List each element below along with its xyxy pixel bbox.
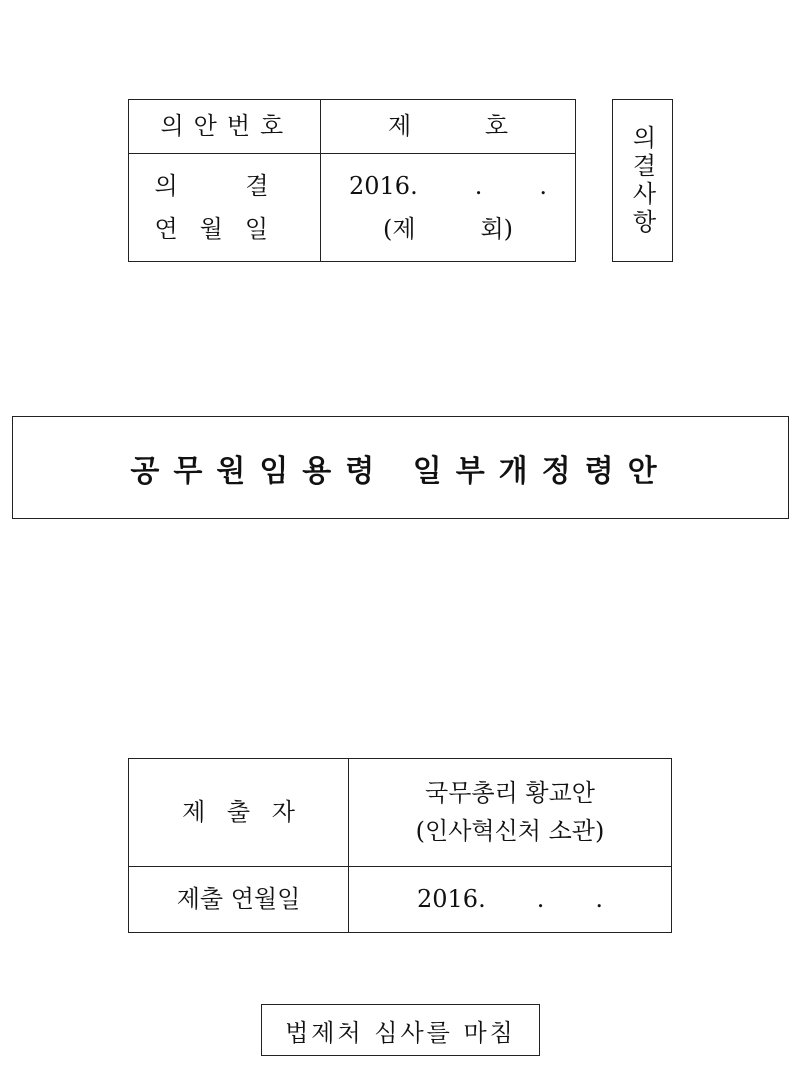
submitter-label-cell: [129, 759, 349, 867]
bill-number-label-char: 의안번호: [160, 112, 294, 141]
submission-info-table: [128, 758, 672, 933]
resolution-notes-box: [612, 99, 673, 262]
bill-number-value-cell: [321, 100, 576, 154]
resolution-date-label-line-1: [155, 172, 295, 201]
submission-date-label-cell: [129, 866, 349, 932]
resolution-date-value: [349, 172, 547, 201]
session-prefix: (제: [383, 214, 416, 243]
title-box: [12, 416, 789, 519]
bill-number-value: [388, 112, 508, 141]
document-title: 공무원임용령 일부개정령안: [130, 453, 671, 489]
submitter-value-cell: [349, 759, 672, 867]
submission-date-label: 제출 연월일: [176, 884, 301, 913]
submitter-label: 제 출 자: [182, 797, 295, 826]
submission-year: 2016.: [417, 884, 486, 913]
legislation-review-stamp: [261, 1004, 540, 1056]
submission-date-value-cell: [349, 866, 672, 932]
resolution-label-part: 의 결: [154, 171, 269, 200]
resolution-notes-label: 의결사항: [628, 124, 656, 237]
bill-number-prefix: 제: [388, 112, 412, 141]
submission-date-value: [417, 885, 603, 914]
resolution-date-label-cell: [129, 154, 321, 262]
submitter-ministry: (인사혁신처 소관): [415, 817, 605, 846]
resolution-day-dot: .: [539, 171, 547, 200]
bill-number-label-cell: [129, 100, 321, 154]
resolution-date-label: [155, 172, 295, 244]
resolution-year: 2016.: [349, 171, 418, 200]
submission-day-dot: .: [595, 884, 603, 913]
submitter-name: 국무총리 황교안: [425, 778, 595, 807]
submission-month-dot: .: [536, 884, 545, 913]
resolution-date-label-line-2: [155, 215, 295, 244]
resolution-date-value-cell: [321, 154, 576, 262]
bill-info-table: [128, 99, 576, 262]
session-value: [383, 215, 513, 244]
bill-number-label: [160, 112, 294, 141]
review-stamp-text: 법제처 심사를 마침: [285, 1018, 516, 1047]
session-suffix: 회): [480, 214, 513, 243]
resolution-label-part: 연월일: [154, 214, 291, 243]
resolution-month-dot: .: [474, 171, 483, 200]
bill-number-suffix: 호: [484, 112, 508, 141]
